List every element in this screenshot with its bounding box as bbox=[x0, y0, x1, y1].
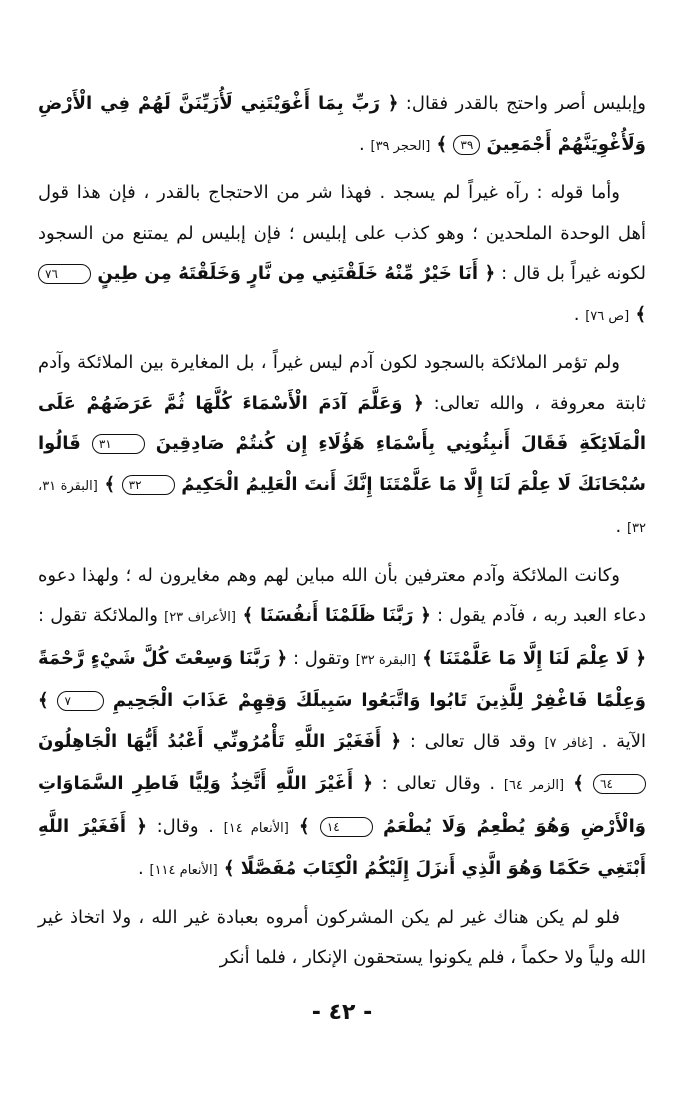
body-text: . bbox=[573, 303, 586, 325]
body-text: وأما قوله : رآه غيراً لم يسجد . فهذا شر من الاحتجاج بالقدر ، فإن هذا قول أهل الوحدة الملحدين ؛ وهو كذب على إبليس ؛ فإن إبليس لم يمتنع من السجود لكونه غيراً بل قال : bbox=[38, 182, 646, 284]
verse-reference: [البقرة ٣٢] bbox=[355, 652, 417, 668]
quran-verse: ﴿ أَفَغَيْرَ اللَّهِ تَأْمُرُونِّي أَعْبُدُ أَيُّهَا الْجَاهِلُونَ bbox=[38, 730, 402, 752]
quran-verse: قَالُوا سُبْحَانَكَ لَا عِلْمَ لَنَا إِلَّا مَا عَلَّمْتَنَا إِنَّكَ أَنتَ الْعَلِيمُ الْحَكِيمُ bbox=[38, 433, 646, 495]
ayah-number-marker: ١٤ bbox=[320, 817, 373, 837]
verse-reference: [البقرة ٣١، ٣٢] bbox=[38, 478, 646, 536]
quran-verse: ﴾ bbox=[629, 303, 646, 325]
verse-reference: [ص ٧٦] bbox=[585, 308, 630, 324]
quran-verse: ﴿ رَبَّنَا ظَلَمْنَا أَنفُسَنَا ﴾ bbox=[235, 605, 431, 626]
quran-verse: ﴿ أَغَيْرَ اللَّهِ أَتَّخِذُ وَلِيًّا فَاطِرِ السَّمَاوَاتِ وَالْأَرْضِ وَهُوَ يُطْعِمُ وَلَا يُطْعَمُ bbox=[38, 773, 646, 837]
quran-verse: ﴿ أَفَغَيْرَ اللَّهِ أَبْتَغِي حَكَمًا وَهُوَ الَّذِي أَنزَلَ إِلَيْكُمُ الْكِتَابَ مُفَصَّلًا ﴾ bbox=[38, 815, 646, 879]
paragraph-p3 bbox=[38, 343, 646, 550]
body-text: وتقول : bbox=[287, 647, 356, 669]
body-text: الآية . bbox=[592, 730, 647, 752]
body-text: . bbox=[615, 516, 627, 537]
verse-reference: [الأنعام ١١٤] bbox=[149, 863, 218, 878]
quran-verse: ﴿ رَبَّنَا وَسِعْتَ كُلَّ شَيْءٍ رَّحْمَةً وَعِلْمًا فَاغْفِرْ لِلَّذِينَ تَابُوا وَاتَّبَعُوا سَبِيلَكَ وَقِهِمْ عَذَابَ الْجَحِيمِ bbox=[38, 647, 646, 711]
paragraph-p2 bbox=[38, 173, 646, 337]
paragraph-p4 bbox=[38, 556, 646, 892]
quran-verse: ﴿ وَعَلَّمَ آدَمَ الْأَسْمَاءَ كُلَّهَا ثُمَّ عَرَضَهُمْ عَلَى الْمَلَائِكَةِ فَقَالَ أَنبِئُونِي بِأَسْمَاءِ هَؤُلَاءِ إِن كُنتُمْ صَادِقِينَ bbox=[38, 392, 646, 454]
verse-reference: [غافر ٧] bbox=[544, 735, 593, 751]
body-text: ولم تؤمر الملائكة بالسجود لكون آدم ليس غيراً ، بل المغايرة بين الملائكة وآدم ثابتة معروفة ، والله تعالى: bbox=[38, 352, 646, 414]
body-text: . bbox=[138, 858, 150, 879]
body-text: . وقال تعالى : bbox=[372, 773, 504, 794]
ayah-number-marker: ٦٤ bbox=[593, 774, 646, 794]
quran-verse: ﴿ رَبِّ بِمَا أَغْوَيْتَنِي لَأُزَيِّنَنَّ لَهُمْ فِي الْأَرْضِ وَلَأُغْوِيَنَّهُمْ أَجْمَعِينَ bbox=[38, 93, 646, 155]
body-text: وقد قال تعالى : bbox=[401, 730, 545, 752]
quran-verse: ﴾ bbox=[288, 815, 320, 837]
page-number: - ٤٢ - bbox=[311, 1000, 373, 1025]
body-text: والملائكة تقول : bbox=[38, 605, 165, 626]
paragraph-p1 bbox=[38, 84, 646, 167]
ayah-number-marker: ٣٩ bbox=[453, 135, 480, 155]
paragraph-p5 bbox=[38, 898, 646, 979]
verse-reference: [الحجر ٣٩] bbox=[370, 138, 431, 154]
body-text: وكانت الملائكة وآدم معترفين بأن الله مباين لهم وهم مغايرون له ؛ ولهذا دعوه دعاء العبد ربه ، فآدم يقول : bbox=[38, 564, 647, 626]
body-text: وإبليس أصر واحتج بالقدر فقال: bbox=[398, 93, 646, 114]
body-text: . وقال: bbox=[146, 815, 224, 837]
ayah-number-marker: ٣٢ bbox=[122, 475, 175, 495]
quran-verse: ﴿ أَنَا خَيْرٌ مِّنْهُ خَلَقْتَنِي مِن نَّارٍ وَخَلَقْتَهُ مِن طِينٍ bbox=[90, 263, 496, 284]
ayah-number-marker: ٣١ bbox=[92, 434, 145, 454]
quran-verse: ﴾ bbox=[38, 690, 58, 711]
verse-reference: [الزمر ٦٤] bbox=[503, 778, 565, 793]
quran-verse: ﴾ bbox=[564, 773, 594, 794]
ayah-number-marker: ٧٦ bbox=[38, 264, 91, 284]
quran-verse: ﴾ bbox=[430, 133, 454, 155]
verse-reference: [الأنعام ١٤] bbox=[223, 820, 289, 836]
page-body bbox=[38, 84, 646, 979]
quran-verse: ﴾ bbox=[97, 473, 122, 495]
body-text: . bbox=[359, 133, 371, 155]
ayah-number-marker: ٧ bbox=[57, 691, 103, 711]
body-text: فلو لم يكن هناك غير لم يكن المشركون أمروه بعبادة غير الله ، ولا اتخاذ غير الله ولياً ولا حكماً ، فلم يكونوا يستحقون الإنكار ، فلما أنكر bbox=[38, 906, 646, 968]
verse-reference: [الأعراف ٢٣] bbox=[164, 610, 236, 625]
quran-verse: ﴿ لَا عِلْمَ لَنَا إِلَّا مَا عَلَّمْتَنَا ﴾ bbox=[416, 647, 646, 669]
